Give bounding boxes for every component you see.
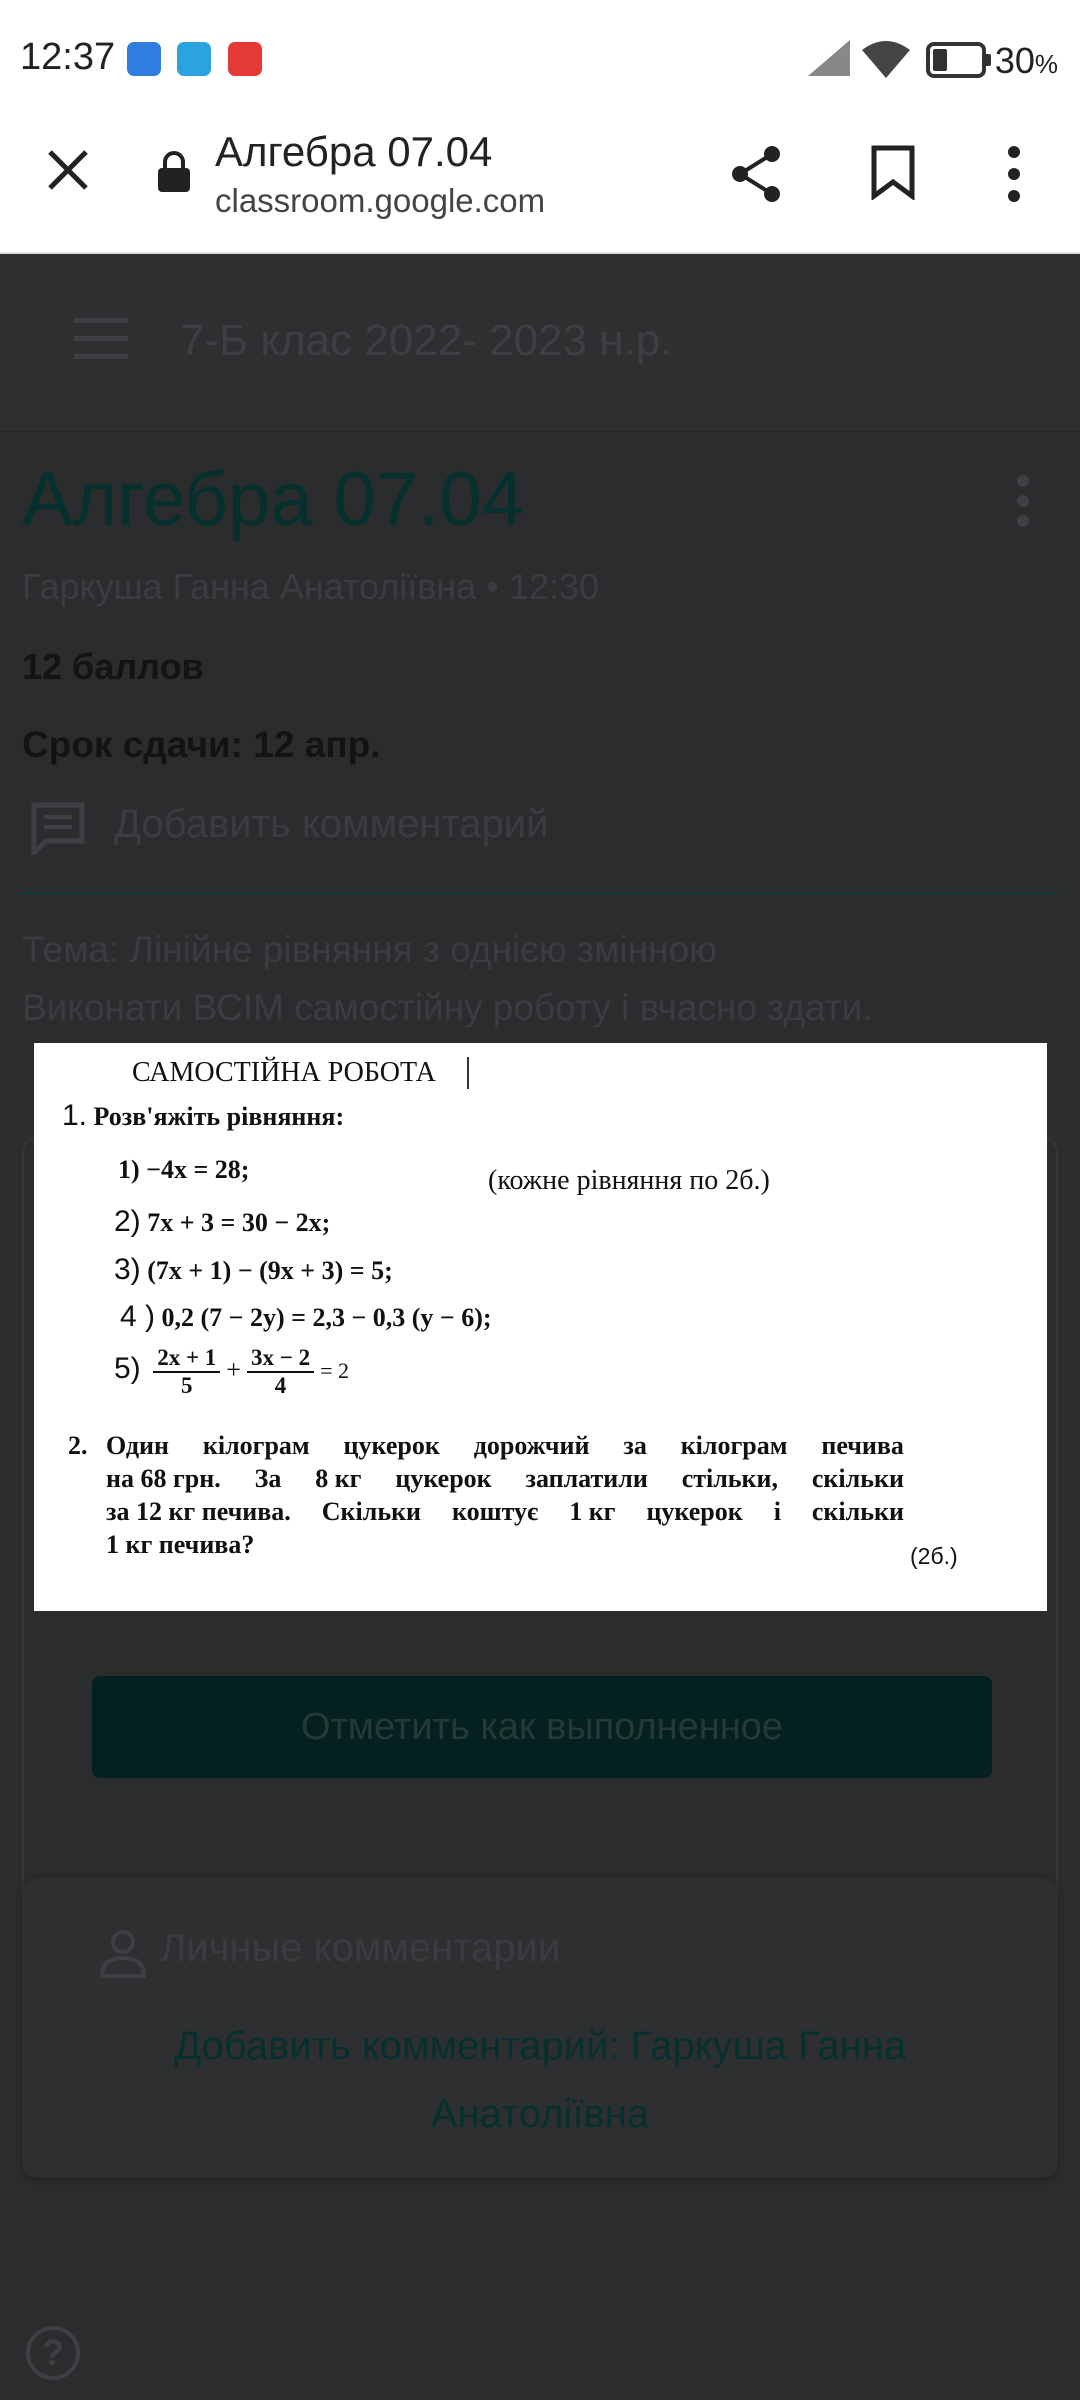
bookmark-icon[interactable] (870, 144, 916, 200)
telegram-notification-icon (177, 42, 211, 76)
cellular-signal-icon (808, 40, 850, 76)
person-icon (98, 1928, 148, 1978)
task1-heading: 1. Розв'яжіть рівняння: (62, 1099, 345, 1132)
help-icon[interactable]: ? (26, 2326, 80, 2380)
custom-tab-toolbar (0, 120, 1080, 254)
task2-label: 2. (68, 1431, 88, 1460)
mail-notification-icon (228, 42, 262, 76)
worksheet-image (34, 1043, 1047, 1611)
battery-icon (926, 42, 992, 78)
classroom-app-bar (0, 256, 1080, 432)
equation-5: 5) $\frac{2x + 1}{5}$ + $\frac{3x - 2}{4}$ = 2 (114, 1345, 349, 1398)
task2-points: (2б.) (910, 1543, 958, 1569)
battery-percent: 30% (994, 40, 1058, 81)
share-icon[interactable] (728, 144, 784, 204)
due-date: Срок сдачи: 12 апр. (22, 724, 381, 765)
app-notification-icon (127, 42, 161, 76)
menu-icon[interactable] (74, 318, 128, 360)
status-time: 12:37 (20, 36, 116, 78)
class-name[interactable]: 7-Б клас 2022- 2023 н.р. (180, 316, 673, 365)
worksheet-title: САМОСТІЙНА РОБОТА (132, 1057, 436, 1088)
fraction-2: $\frac{3x - 2}{4}$ (247, 1345, 314, 1399)
lock-icon (156, 150, 192, 194)
tab-title: Алгебра 07.04 (215, 128, 493, 175)
add-class-comment-link[interactable]: Добавить комментарий (114, 802, 549, 846)
task2-line: на 68 грн. За 8 кг цукерок заплатили стільки, скільки (106, 1464, 904, 1493)
status-bar (0, 0, 1080, 120)
more-vert-icon[interactable] (1014, 474, 1032, 528)
points: 12 баллов (22, 646, 204, 687)
text-cursor (467, 1057, 469, 1089)
add-private-comment-link[interactable]: Добавить комментарий: Гаркуша Ганна Анатоліївна (173, 2024, 907, 2136)
post-title: Алгебра 07.04 (22, 457, 524, 542)
task2-line: 1 кг печива? (106, 1530, 255, 1559)
more-vert-icon[interactable] (1004, 144, 1024, 204)
points-note: (кожне рівняння по 2б.) (488, 1165, 770, 1196)
mark-as-done-button[interactable]: Отметить как выполненное (92, 1676, 992, 1778)
author-time: Гаркуша Ганна Анатоліївна • 12:30 (22, 566, 600, 607)
task2-line: Один кілограм цукерок дорожчий за кілограм печива (106, 1431, 904, 1460)
divider (22, 892, 1058, 894)
task2-line: за 12 кг печива. Скільки коштує 1 кг цукерок і скільки (106, 1497, 904, 1526)
fraction-1: $\frac{2x + 1}{5}$ (153, 1345, 220, 1399)
assignment-description: Тема: Лінійне рівняння з однією змінною Виконати ВСІМ самостійну роботу і вчасно здати. (22, 929, 873, 1028)
equation-2: 2) 7x + 3 = 30 − 2x; (114, 1205, 331, 1238)
wifi-icon (862, 40, 910, 78)
equation-4: 4 ) 0,2 (7 − 2y) = 2,3 − 0,3 (y − 6); (120, 1300, 492, 1333)
task2-text (106, 1429, 904, 1561)
equation-1: 1) −4x = 28; (118, 1155, 250, 1184)
private-comments-title: Личные комментарии (160, 1926, 561, 1970)
tab-url: classroom.google.com (215, 182, 546, 219)
equation-3: 3) (7x + 1) − (9x + 3) = 5; (114, 1253, 393, 1286)
comment-icon[interactable] (30, 801, 86, 855)
close-icon[interactable] (44, 146, 92, 194)
